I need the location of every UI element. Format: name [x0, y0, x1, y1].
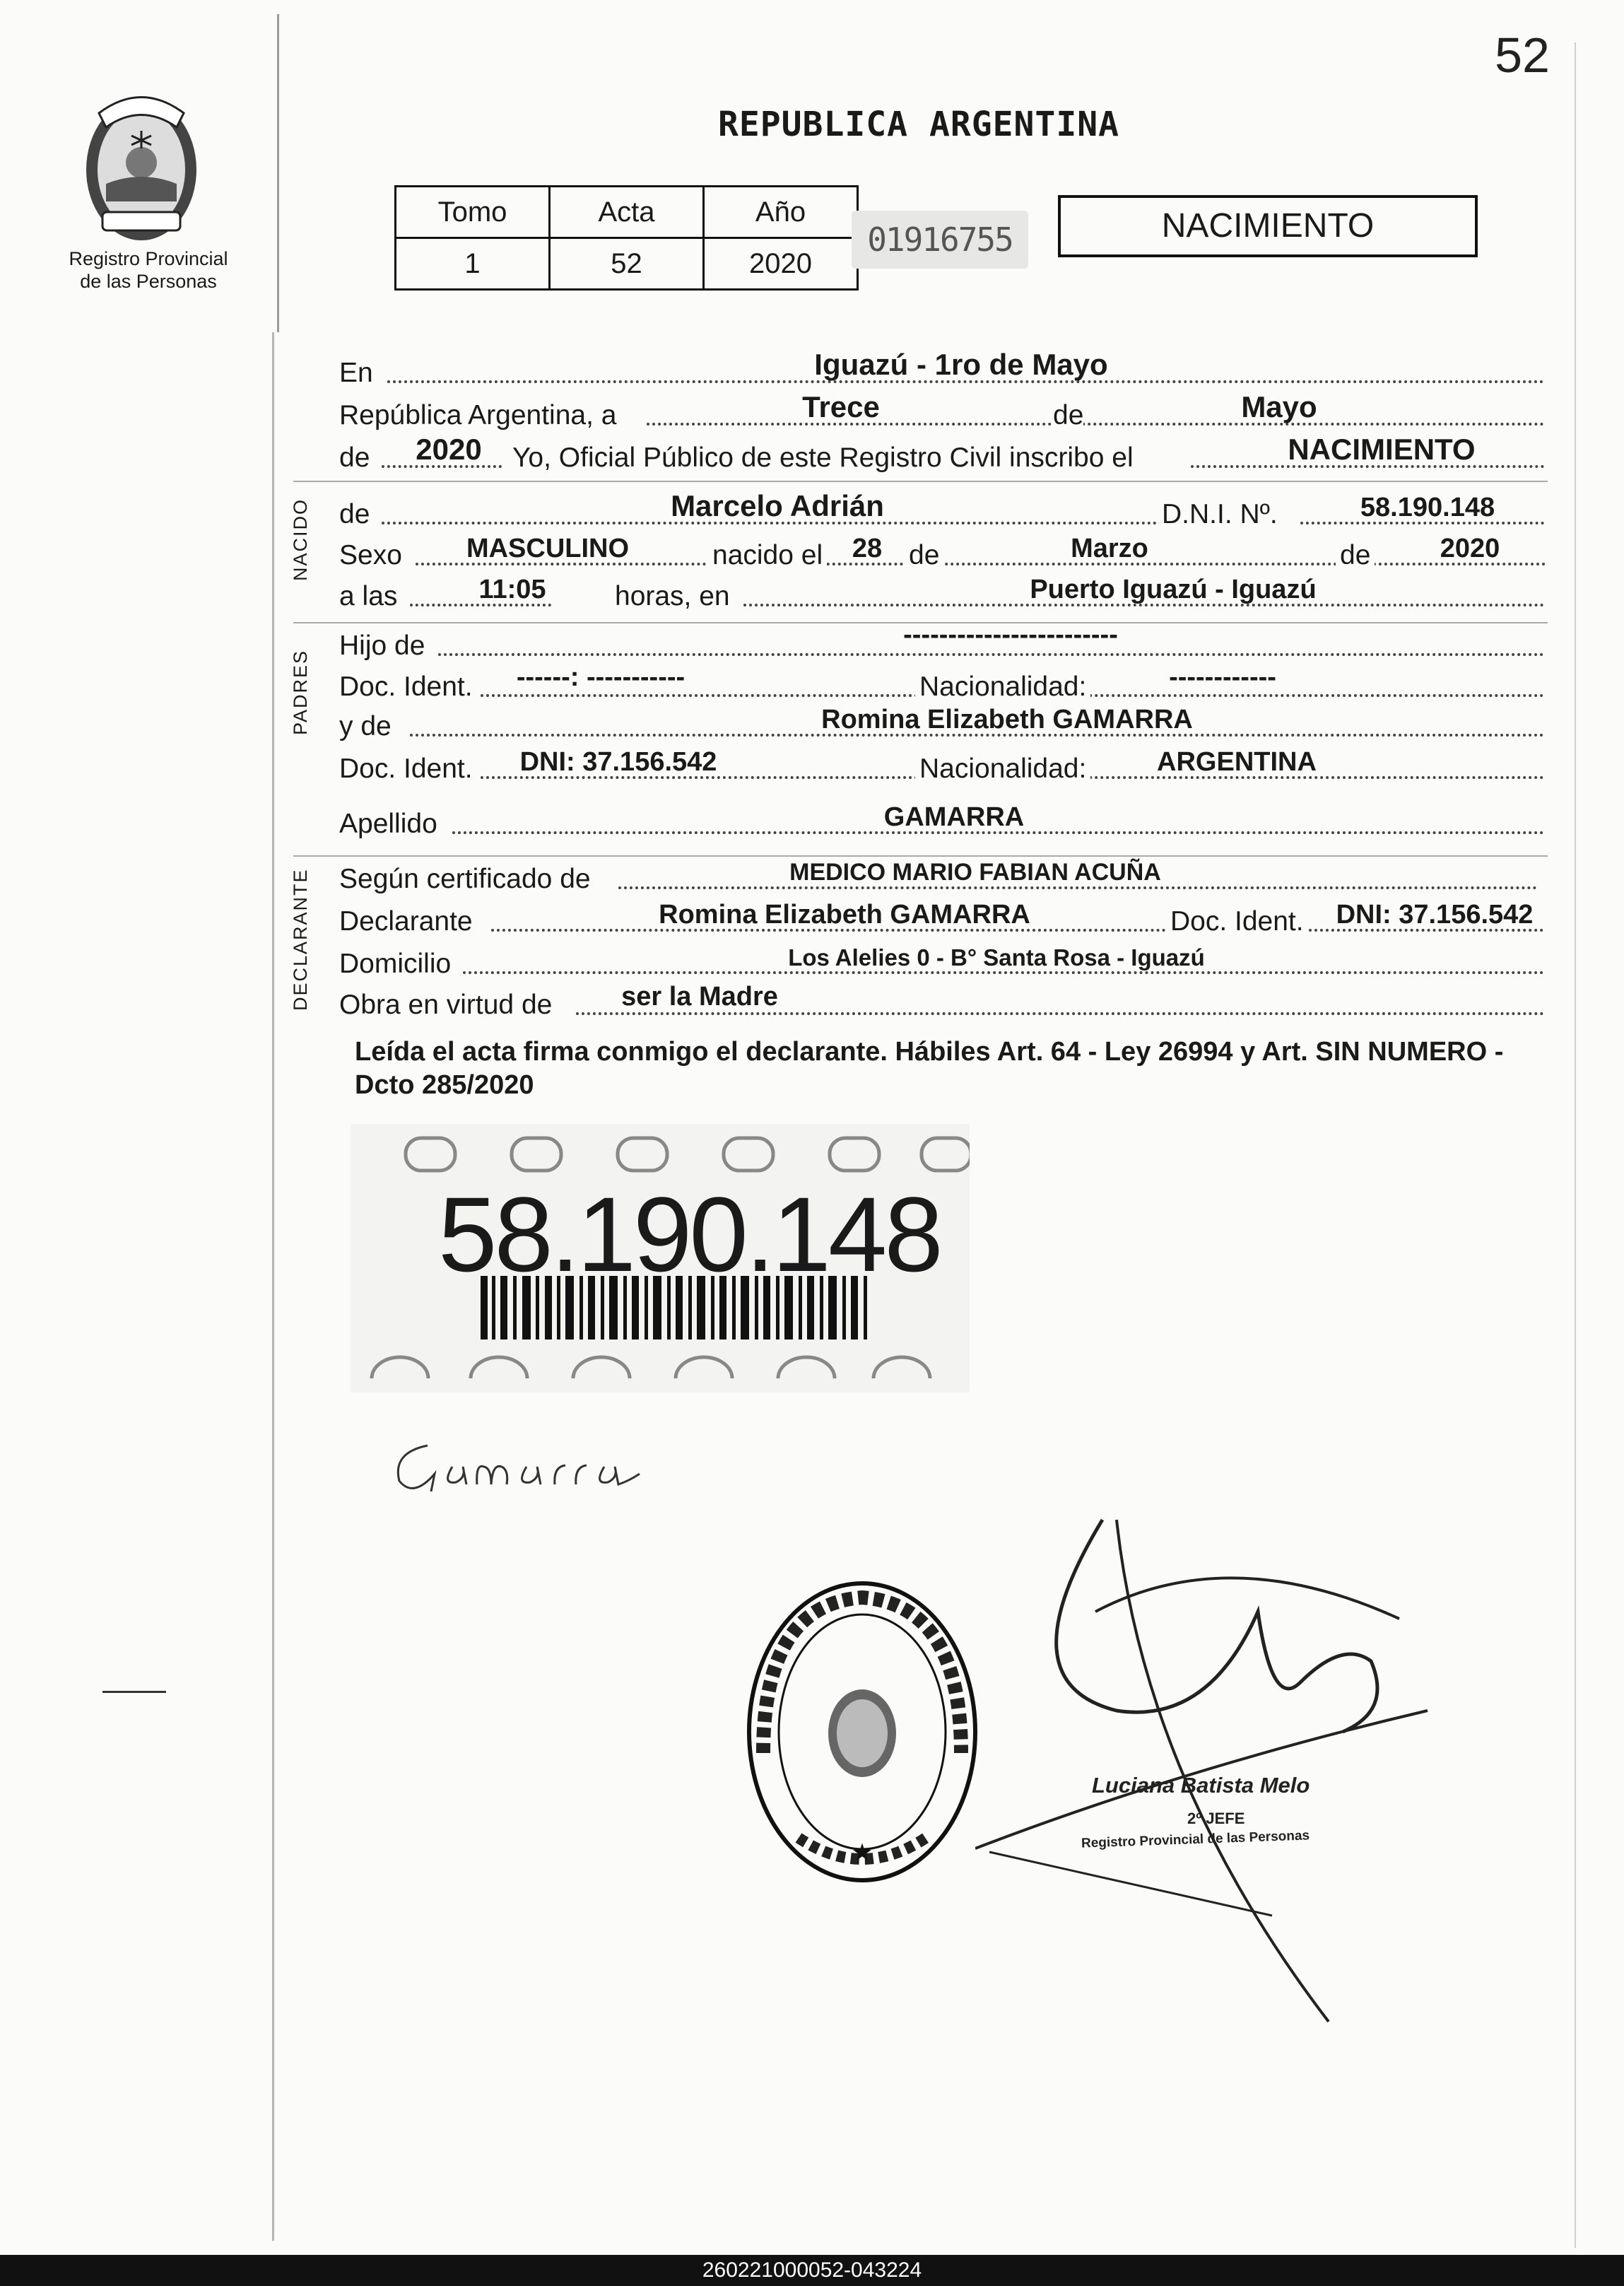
field-birth-day: 28: [852, 534, 883, 563]
margin-rule: [1575, 42, 1576, 2248]
field-birth-year: 2020: [1440, 534, 1500, 563]
margin-mark: [102, 1691, 166, 1693]
label-de: de: [905, 540, 943, 571]
row-declarant: [339, 895, 1544, 940]
section-label-nacido: NACIDO: [290, 498, 311, 581]
legal-note: Leída el acta firma conmigo el declarante. Hábiles Art. 64 - Ley 26994 y Art. SIN NUMERO - Dcto 285/2020: [355, 1037, 1504, 1100]
book-value-acta: 52: [550, 238, 704, 290]
label-horas-en: horas, en: [615, 581, 730, 611]
margin-rule: [272, 332, 274, 2241]
barcode-number: 58.190.148: [438, 1175, 941, 1294]
label-doc-ident: Doc. Ident.: [339, 672, 473, 702]
label-sexo: Sexo: [339, 540, 402, 570]
dotted-line: [618, 886, 1537, 889]
signer-role: 2º JEFE: [1187, 1810, 1245, 1827]
registry-name: [42, 247, 254, 293]
document-title: REPUBLICA ARGENTINA: [717, 105, 1120, 144]
field-birth-place: Puerto Iguazú - Iguazú: [1030, 575, 1317, 604]
label-statement: Yo, Oficial Público de este Registro Civil inscribo el: [512, 442, 1134, 473]
field-declarant-doc: DNI: 37.156.542: [1336, 900, 1534, 930]
field-declarant: Romina Elizabeth GAMARRA: [659, 900, 1030, 930]
field-day: Trece: [802, 390, 880, 423]
field-father: ------------------------: [903, 620, 1118, 650]
row-time-place: [339, 570, 1544, 615]
label-doc-ident: Doc. Ident.: [339, 754, 473, 784]
margin-rule: [277, 14, 279, 332]
label-hijo-de: Hijo de: [339, 631, 425, 661]
book-value-anio: 2020: [704, 238, 858, 290]
row-mother: [339, 700, 1544, 745]
section-separator: [293, 481, 1548, 482]
registry-line-1: Registro Provincial: [69, 248, 228, 269]
row-virtue: [339, 978, 1544, 1024]
field-father-doc: ------: -----------: [516, 662, 686, 692]
book-value-tomo: 1: [396, 238, 550, 290]
section-label-padres: PADRES: [290, 649, 311, 735]
act-type-box: NACIMIENTO: [1058, 195, 1478, 257]
row-name: [339, 488, 1544, 533]
label-domicilio: Domicilio: [339, 949, 452, 979]
registry-line-2: de las Personas: [80, 271, 217, 292]
label-obra-en-virtud: Obra en virtud de: [339, 990, 553, 1020]
label-republica: República Argentina, a: [339, 400, 617, 430]
label-y-de: y de: [339, 711, 392, 742]
field-mother-doc: DNI: 37.156.542: [519, 747, 717, 777]
book-header-anio: Año: [704, 187, 858, 238]
label-apellido: Apellido: [339, 809, 437, 839]
field-sex: MASCULINO: [466, 534, 630, 563]
field-address: Los Alelies 0 - B° Santa Rosa - Iguazú: [788, 944, 1205, 971]
label-a-las: a las: [339, 581, 398, 611]
row-father: [339, 619, 1544, 664]
label-nacido-el: nacido el: [708, 540, 827, 571]
book-header-acta: Acta: [550, 187, 704, 238]
label-nacionalidad: Nacionalidad:: [915, 672, 1090, 703]
label-doc-ident: Doc. Ident.: [1166, 906, 1308, 937]
svg-text:★: ★: [851, 1839, 873, 1867]
field-mother-nationality: ARGENTINA: [1157, 747, 1317, 777]
section-label-declarante: DECLARANTE: [290, 868, 311, 1011]
label-de: de: [339, 442, 370, 473]
province-seal-icon: [71, 78, 212, 254]
field-birth-month: Marzo: [1071, 534, 1148, 563]
field-mother: Romina Elizabeth GAMARRA: [821, 705, 1193, 734]
dotted-line: [576, 1012, 1544, 1015]
row-address: [339, 937, 1544, 983]
book-table: [394, 185, 859, 291]
label-nacionalidad: Nacionalidad:: [915, 754, 1090, 785]
field-act: NACIMIENTO: [1288, 433, 1476, 466]
label-segun-certificado: Según certificado de: [339, 864, 591, 894]
dotted-line: [463, 971, 1544, 974]
field-surname: GAMARRA: [883, 802, 1025, 832]
field-certificate: MEDICO MARIO FABIAN ACUÑA: [789, 859, 1161, 886]
row-certificate: [339, 852, 1544, 898]
signer-name: Luciana Batista Melo: [1092, 1773, 1310, 1798]
signer-organization: Registro Provincial de las Personas: [1081, 1828, 1310, 1851]
field-birth-time: 11:05: [478, 575, 546, 604]
delegation-stamp-icon: [735, 1569, 989, 1894]
label-declarante: Declarante: [339, 906, 473, 937]
label-en: En: [339, 358, 373, 388]
row-father-doc: [339, 660, 1544, 705]
dotted-line: [438, 653, 1544, 656]
field-month: Mayo: [1241, 390, 1317, 423]
footer-code: 260221000052-043224: [0, 2255, 1624, 2286]
field-child-dni: 58.190.148: [1360, 493, 1495, 522]
row-sex-birth: [339, 529, 1544, 574]
handwritten-signature-icon: [385, 1424, 696, 1509]
field-year: 2020: [416, 433, 482, 466]
row-surname: [339, 797, 1544, 843]
row-year: [339, 431, 1544, 476]
label-de: de: [1053, 400, 1084, 430]
page-number: 52: [1495, 28, 1550, 83]
row-date: [339, 389, 1544, 434]
label-dni: D.N.I. Nº.: [1159, 499, 1281, 530]
field-father-nationality: ------------: [1169, 662, 1276, 692]
stamp-number: 01916755: [852, 211, 1028, 269]
field-child-name: Marcelo Adrián: [671, 489, 884, 522]
book-header-tomo: Tomo: [396, 187, 550, 238]
label-de: de: [339, 499, 370, 529]
field-virtue: ser la Madre: [621, 982, 778, 1012]
row-mother-doc: [339, 742, 1544, 787]
field-place: Iguazú - 1ro de Mayo: [814, 348, 1108, 381]
label-de: de: [1336, 540, 1375, 571]
row-place: [339, 346, 1544, 392]
